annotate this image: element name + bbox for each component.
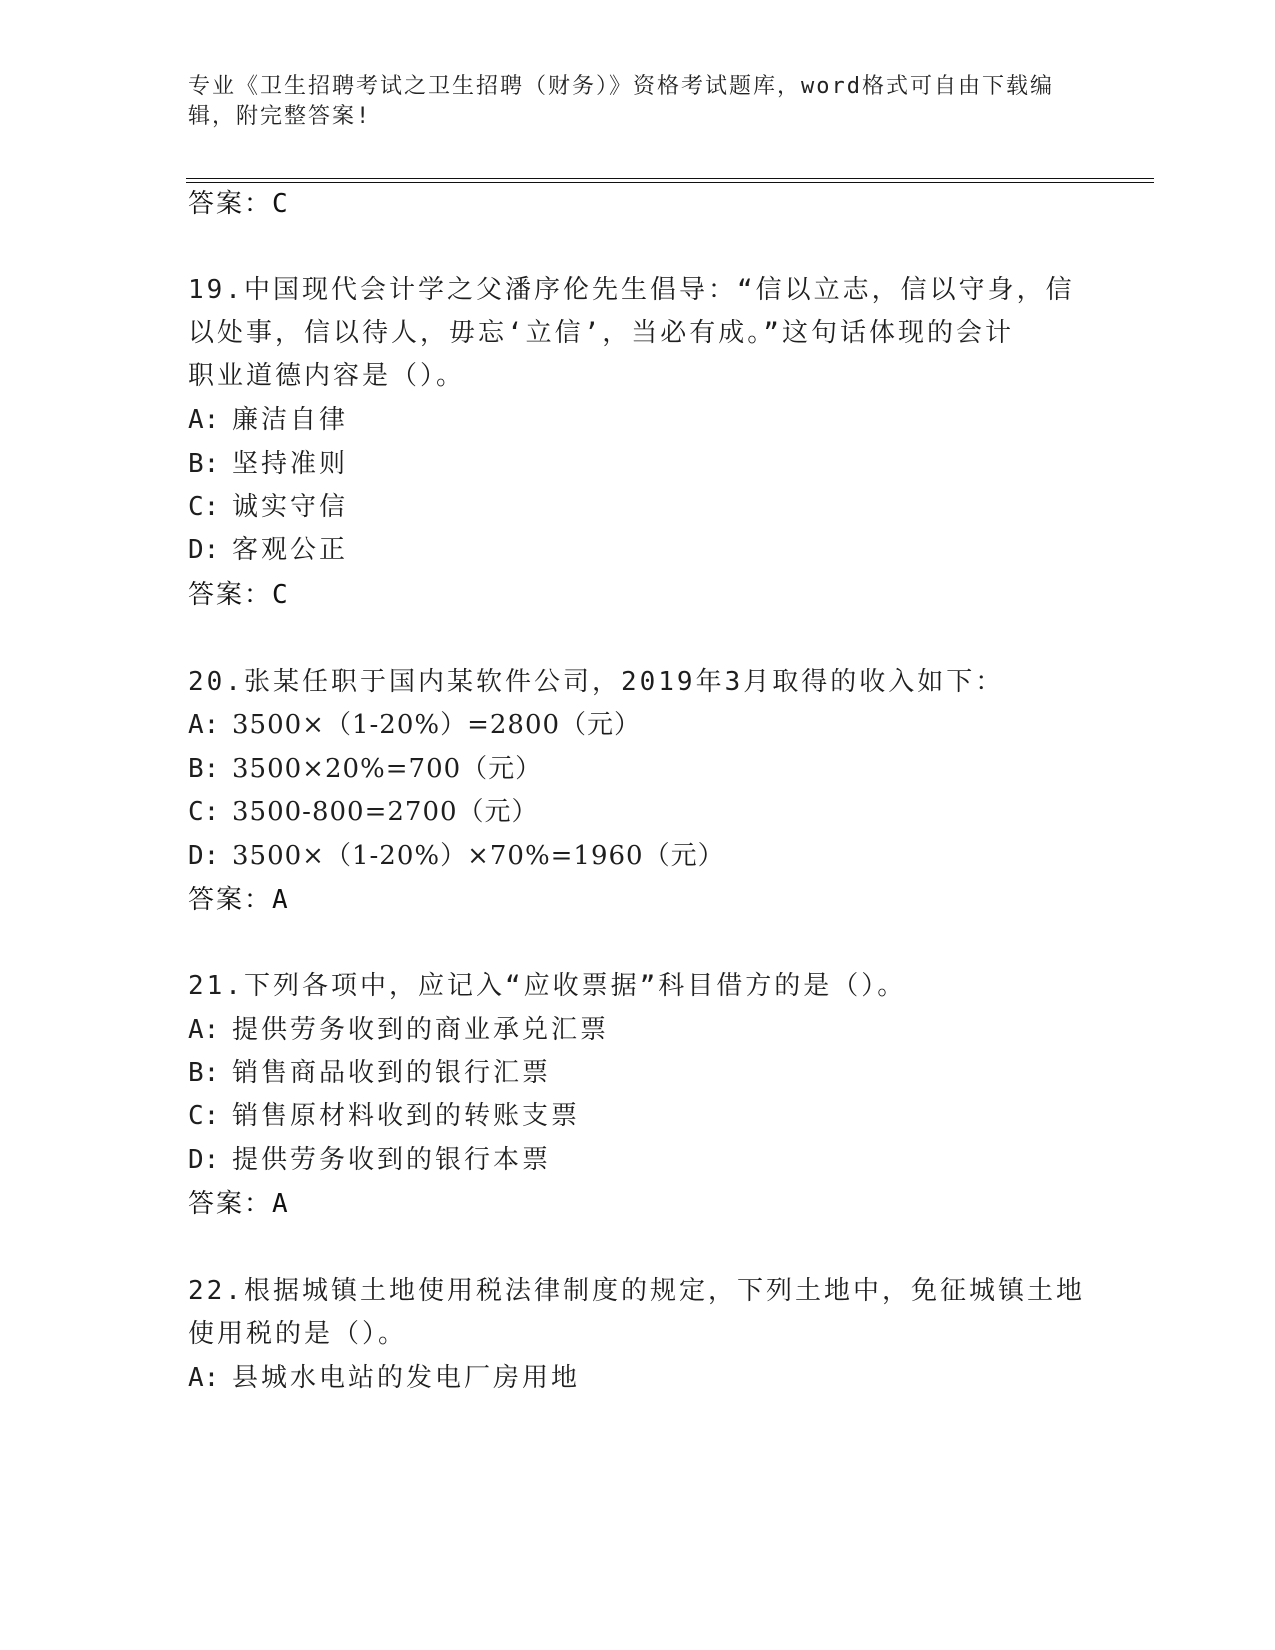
option-text: 3500-800=2700（元） <box>232 797 539 827</box>
question-19-line-3: 职业道德内容是（）。 <box>188 361 466 391</box>
question-19-option-d <box>188 532 348 568</box>
question-19-option-c <box>188 489 348 525</box>
question-21-answer <box>188 1186 290 1222</box>
question-22-option-a <box>188 1360 580 1396</box>
option-label: B: <box>188 1058 220 1088</box>
option-text: 诚实守信 <box>232 492 349 522</box>
question-19-option-b <box>188 446 348 482</box>
header-divider-top <box>186 178 1154 179</box>
question-20-option-b <box>188 751 542 787</box>
option-label: C: <box>188 797 220 827</box>
question-21-option-b <box>188 1055 551 1091</box>
question-20-option-a <box>188 707 641 743</box>
option-label: B: <box>188 449 220 479</box>
answer-prefix: 答案： <box>188 189 273 219</box>
question-22-line-1: 22.根据城镇土地使用税法律制度的规定，下列土地中，免征城镇土地 <box>188 1276 1085 1306</box>
option-label: C: <box>188 1101 220 1131</box>
option-label: D: <box>188 841 220 871</box>
option-text: 坚持准则 <box>232 449 349 479</box>
question-20-line-1: 20.张某任职于国内某软件公司，2019年3月取得的收入如下： <box>188 667 1005 697</box>
document-header: 专业《卫生招聘考试之卫生招聘（财务）》资格考试题库，word格式可自由下载编辑，附完整答案! <box>188 74 1054 129</box>
answer-letter: A <box>272 885 290 915</box>
question-21-line-1: 21.下列各项中，应记入“应收票据”科目借方的是（）。 <box>188 971 907 1001</box>
answer-line <box>188 186 290 222</box>
answer-letter: C <box>272 580 290 610</box>
question-20-option-d <box>188 838 725 874</box>
answer-letter: C <box>272 189 290 219</box>
option-text: 廉洁自律 <box>232 405 349 435</box>
header-divider-bottom <box>186 182 1154 183</box>
option-label: D: <box>188 1145 220 1175</box>
answer-prefix: 答案： <box>188 885 273 915</box>
option-text: 3500×20%=700（元） <box>232 754 543 784</box>
option-text: 客观公正 <box>232 535 349 565</box>
option-label: B: <box>188 754 220 784</box>
option-label: C: <box>188 492 220 522</box>
question-19-answer <box>188 577 290 613</box>
option-text: 提供劳务收到的银行本票 <box>232 1145 552 1175</box>
answer-prefix: 答案： <box>188 1189 273 1219</box>
option-text: 销售商品收到的银行汇票 <box>232 1058 552 1088</box>
question-19-line-1: 19.中国现代会计学之父潘序伦先生倡导：“信以立志，信以守身，信 <box>188 275 1075 305</box>
option-label: A: <box>188 1015 220 1045</box>
option-text: 销售原材料收到的转账支票 <box>232 1101 581 1131</box>
question-19-line-2: 以处事，信以待人，毋忘‘立信’，当必有成。”这句话体现的会计 <box>188 318 1014 348</box>
option-label: A: <box>188 405 220 435</box>
option-label: D: <box>188 535 220 565</box>
answer-prefix: 答案： <box>188 580 273 610</box>
option-text: 县城水电站的发电厂房用地 <box>232 1363 581 1393</box>
question-21-option-d <box>188 1142 551 1178</box>
question-20-option-c <box>188 794 539 830</box>
option-text: 提供劳务收到的商业承兑汇票 <box>232 1015 610 1045</box>
question-22-line-2: 使用税的是（）。 <box>188 1319 408 1349</box>
option-label: A: <box>188 1363 220 1393</box>
option-label: A: <box>188 710 220 740</box>
answer-letter: A <box>272 1189 290 1219</box>
question-19-option-a <box>188 402 348 438</box>
option-text: 3500×（1-20%）=2800（元） <box>232 710 642 740</box>
question-21-option-a <box>188 1012 609 1048</box>
option-text: 3500×（1-20%）×70%=1960（元） <box>232 841 725 871</box>
question-20-answer <box>188 882 290 918</box>
question-21-option-c <box>188 1098 580 1134</box>
